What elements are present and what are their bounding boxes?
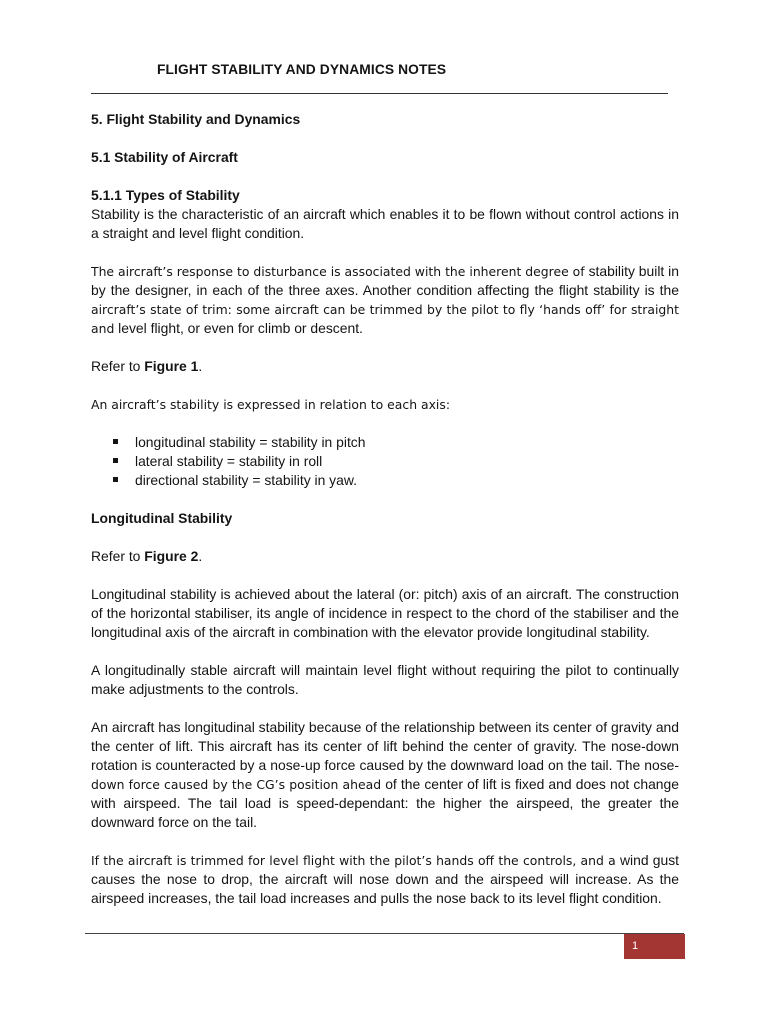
figure-1-reference-end: . [198, 358, 203, 374]
figure-2-reference-text: Refer to [91, 548, 145, 564]
list-item-text: lateral stability = stability in roll [135, 453, 323, 469]
p2-fragment-b: stability built in by the designer, in each of the three axes. Another condition affecting the flight stability is the [91, 263, 679, 298]
figure-2-reference-end: . [198, 548, 203, 564]
p5-fragment-b: down force caused by the CG’s position ahead [91, 777, 382, 792]
paragraph-trimmed-flight [91, 851, 679, 908]
stability-axes-list [91, 433, 679, 490]
figure-1-reference-label: Figure 1 [144, 358, 199, 374]
figure-2-reference [91, 547, 679, 566]
header-divider [91, 93, 668, 94]
p5-fragment-c: of the center of lift is fixed and does not change with airspeed. The tail load is speed-dependant: the higher the airspeed, the greater the downward force on the tail. [91, 776, 679, 830]
p2-fragment-c: aircraft’s state of trim: some aircraft can be trimmed by the [91, 302, 472, 317]
subsection-heading: 5.1 Stability of Aircraft [91, 149, 238, 165]
square-bullet-icon [113, 477, 118, 482]
section-heading: 5. Flight Stability and Dynamics [91, 111, 301, 127]
figure-1-reference-text: Refer to [91, 358, 145, 374]
p2-fragment-d: pilot to fly ‘hands off’ for straight and [91, 302, 679, 336]
list-item [91, 452, 679, 471]
p2-fragment-a: The aircraft’s response to disturbance is associated with the inherent degree of [91, 264, 589, 279]
p2-fragment-e: level flight, or even for climb or descent. [114, 320, 363, 336]
paragraph-stability-definition: Stability is the characteristic of an aircraft which enables it to be flown without control actions in a straight and level flight condition. [91, 206, 679, 241]
longitudinal-stability-heading: Longitudinal Stability [91, 510, 233, 526]
paragraph-longitudinal-achieved: Longitudinal stability is achieved about the lateral (or: pitch) axis of an aircraft. The construction of the horizontal stabiliser, its angle of incidence in respect to the chord of the stabiliser and the longitudinal axis of the aircraft in combination with the elevator provide longitudinal stability. [91, 586, 679, 640]
square-bullet-icon [113, 458, 118, 463]
footer-divider [85, 933, 684, 934]
types-of-stability-heading: 5.1.1 Types of Stability [91, 187, 240, 203]
document-body [91, 110, 679, 908]
page-number-badge: 1 [624, 934, 685, 959]
axis-stability-intro: An aircraft’s stability is expressed in relation to each axis: [91, 397, 450, 412]
list-item [91, 471, 679, 490]
paragraph-disturbance-response [91, 262, 679, 338]
figure-2-reference-label: Figure 2 [144, 548, 199, 564]
list-item-text: directional stability = stability in yaw. [135, 472, 357, 488]
p5-fragment-a: An aircraft has longitudinal stability because of the relationship between its center of gravity and the center of lift. This aircraft has its center of lift behind the center of gravity. The nose-down rotation is counteracted by a nose-up force caused by the downward load on the tail. The nose- [91, 719, 679, 773]
p6-fragment-a: If the aircraft is trimmed for level flight with the pilot’s hands off the controls, and a [91, 853, 620, 868]
p6-fragment-b: wind gust causes the nose to drop, the aircraft will nose down and the airspeed will increase. As the airspeed increases, the tail load increases and pulls the nose back to its level flight condition. [91, 852, 680, 906]
figure-1-reference [91, 357, 679, 376]
paragraph-longitudinally-stable: A longitudinally stable aircraft will maintain level flight without requiring the pilot to continually make adjustments to the controls. [91, 662, 679, 697]
paragraph-center-of-gravity [91, 718, 679, 832]
square-bullet-icon [113, 439, 118, 444]
list-item-text: longitudinal stability = stability in pitch [135, 434, 366, 450]
document-header-title: FLIGHT STABILITY AND DYNAMICS NOTES [157, 62, 447, 77]
list-item [91, 433, 679, 452]
